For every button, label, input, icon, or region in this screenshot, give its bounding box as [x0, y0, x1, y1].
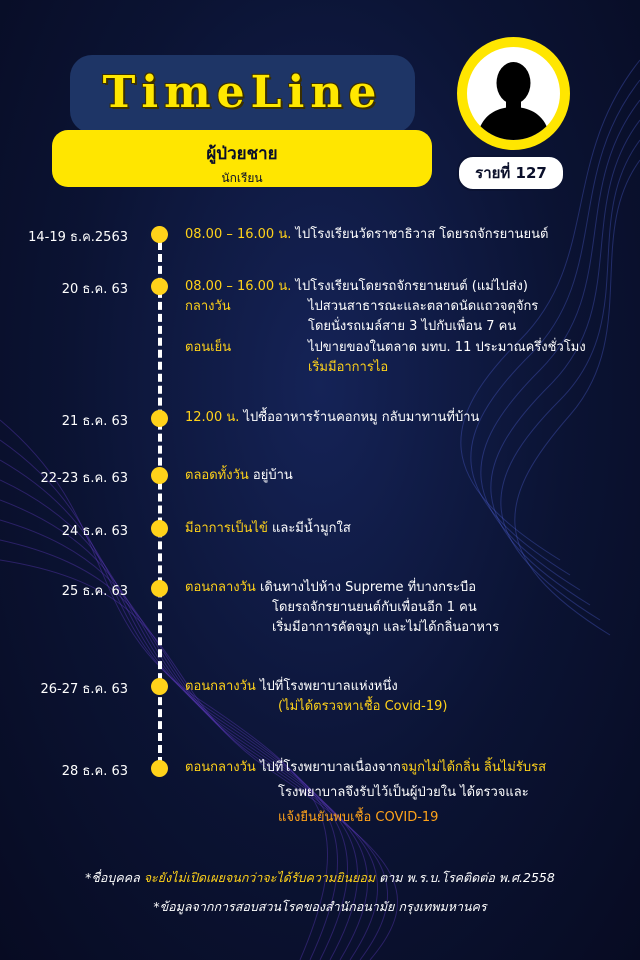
- timeline-dot: [151, 278, 168, 295]
- timeline-dot: [151, 410, 168, 427]
- timeline-entry-line: [185, 277, 528, 297]
- entry-highlight: (ไม่ได้ตรวจหาเชื้อ Covid-19): [278, 699, 448, 714]
- entry-time: ตอนกลางวัน: [185, 580, 256, 595]
- timeline-date: 24 ธ.ค. 63: [61, 524, 128, 539]
- case-number-badge: รายที่ 127: [457, 155, 565, 191]
- entry-text: ไปซื้ออาหารร้านคอกหมู กลับมาทานที่บ้าน: [243, 410, 480, 425]
- entry-time: ตอนกลางวัน: [185, 760, 256, 775]
- timeline-dot: [151, 520, 168, 537]
- entry-time: ตลอดทั้งวัน: [185, 468, 249, 483]
- entry-text: อยู่บ้าน: [252, 468, 293, 483]
- timeline-date: 22-23 ธ.ค. 63: [40, 471, 128, 486]
- timeline-entry-line: [185, 408, 479, 428]
- footer-note-part: *ชื่อบุคคล: [85, 870, 140, 885]
- avatar: [457, 37, 570, 150]
- timeline-entry-line: [185, 677, 398, 697]
- footer-note-highlight: จะยังไม่เปิดเผยจนกว่าจะได้รับความยินยอม: [143, 870, 376, 885]
- entry-highlight: เริ่มมีอาการไอ: [308, 360, 389, 375]
- timeline-date: 20 ธ.ค. 63: [61, 282, 128, 297]
- entry-text: โดยรถจักรยานยนต์กับเพื่อนอีก 1 คน: [272, 600, 477, 615]
- person-silhouette-icon: [467, 47, 560, 140]
- entry-time: มีอาการเป็นไข้: [185, 521, 268, 536]
- entry-time: 12.00 น.: [185, 410, 240, 425]
- timeline-date: 14-19 ธ.ค.2563: [28, 230, 128, 245]
- timeline-entry-line: [185, 519, 351, 539]
- entry-text: ไปโรงเรียนวัดราชาธิวาส โดยรถจักรยานยนต์: [295, 227, 549, 242]
- entry-text: เริ่มมีอาการคัดจมูก และไม่ได้กลิ่นอาหาร: [272, 620, 500, 635]
- timeline-dot: [151, 467, 168, 484]
- timeline-dot: [151, 760, 168, 777]
- timeline-date: 28 ธ.ค. 63: [61, 764, 128, 779]
- entry-text: ไปขายของในตลาด มทบ. 11 ประมาณครึ่งชั่วโมง: [308, 340, 586, 355]
- timeline-entry-line: [185, 466, 293, 486]
- entry-text: โรงพยาบาลจึงรับไว้เป็นผู้ป่วยใน ได้ตรวจและ: [278, 785, 529, 800]
- patient-occupation: นักเรียน: [221, 171, 263, 185]
- timeline-dot: [151, 678, 168, 695]
- entry-time: 08.00 – 16.00 น.: [185, 279, 292, 294]
- entry-highlight: จมูกไม่ได้กลิ่น ลิ้นไม่รับรส: [400, 760, 547, 775]
- timeline-entry-line: [185, 758, 546, 778]
- timeline-entry-line: [185, 225, 548, 245]
- footer-note-part: ตาม พ.ร.บ.โรคติดต่อ พ.ศ.2558: [379, 870, 555, 885]
- footer-privacy-note: [0, 868, 640, 888]
- timeline-dot: [151, 226, 168, 243]
- timeline-date: 21 ธ.ค. 63: [61, 414, 128, 429]
- entry-text: เดินทางไปห้าง Supreme ที่บางกระบือ: [259, 580, 477, 595]
- patient-title: ผู้ป่วยชาย: [206, 144, 278, 164]
- entry-text: และมีน้ำมูกใส: [271, 521, 351, 536]
- timeline-entry-line: [185, 578, 476, 598]
- entry-time: 08.00 – 16.00 น.: [185, 227, 292, 242]
- patient-info-box: [52, 130, 432, 187]
- timeline-date: 26-27 ธ.ค. 63: [40, 682, 128, 697]
- entry-time: ตอนเย็น: [185, 340, 232, 355]
- page-title: TimeLine: [102, 67, 383, 118]
- title-box: [70, 55, 415, 133]
- entry-time: ตอนกลางวัน: [185, 679, 256, 694]
- footer-source-note: *ข้อมูลจากการสอบสวนโรคของสำนักอนามัย กรุงเทพมหานคร: [153, 899, 487, 914]
- entry-text: ไปที่โรงพยาบาลเนื่องจาก: [259, 760, 401, 775]
- timeline-dot: [151, 580, 168, 597]
- entry-time: กลางวัน: [185, 299, 231, 314]
- entry-text: ไปที่โรงพยาบาลแห่งหนึ่ง: [259, 679, 398, 694]
- entry-text: ไปสวนสาธารณะและตลาดนัดแถวจตุจักร: [308, 299, 539, 314]
- entry-text: โดยนั่งรถเมล์สาย 3 ไปกับเพื่อน 7 คน: [308, 319, 517, 334]
- timeline-date: 25 ธ.ค. 63: [61, 584, 128, 599]
- entry-highlight: แจ้งยืนยันพบเชื้อ COVID-19: [278, 810, 439, 825]
- entry-text: ไปโรงเรียนโดยรถจักรยานยนต์ (แม่ไปส่ง): [295, 279, 528, 294]
